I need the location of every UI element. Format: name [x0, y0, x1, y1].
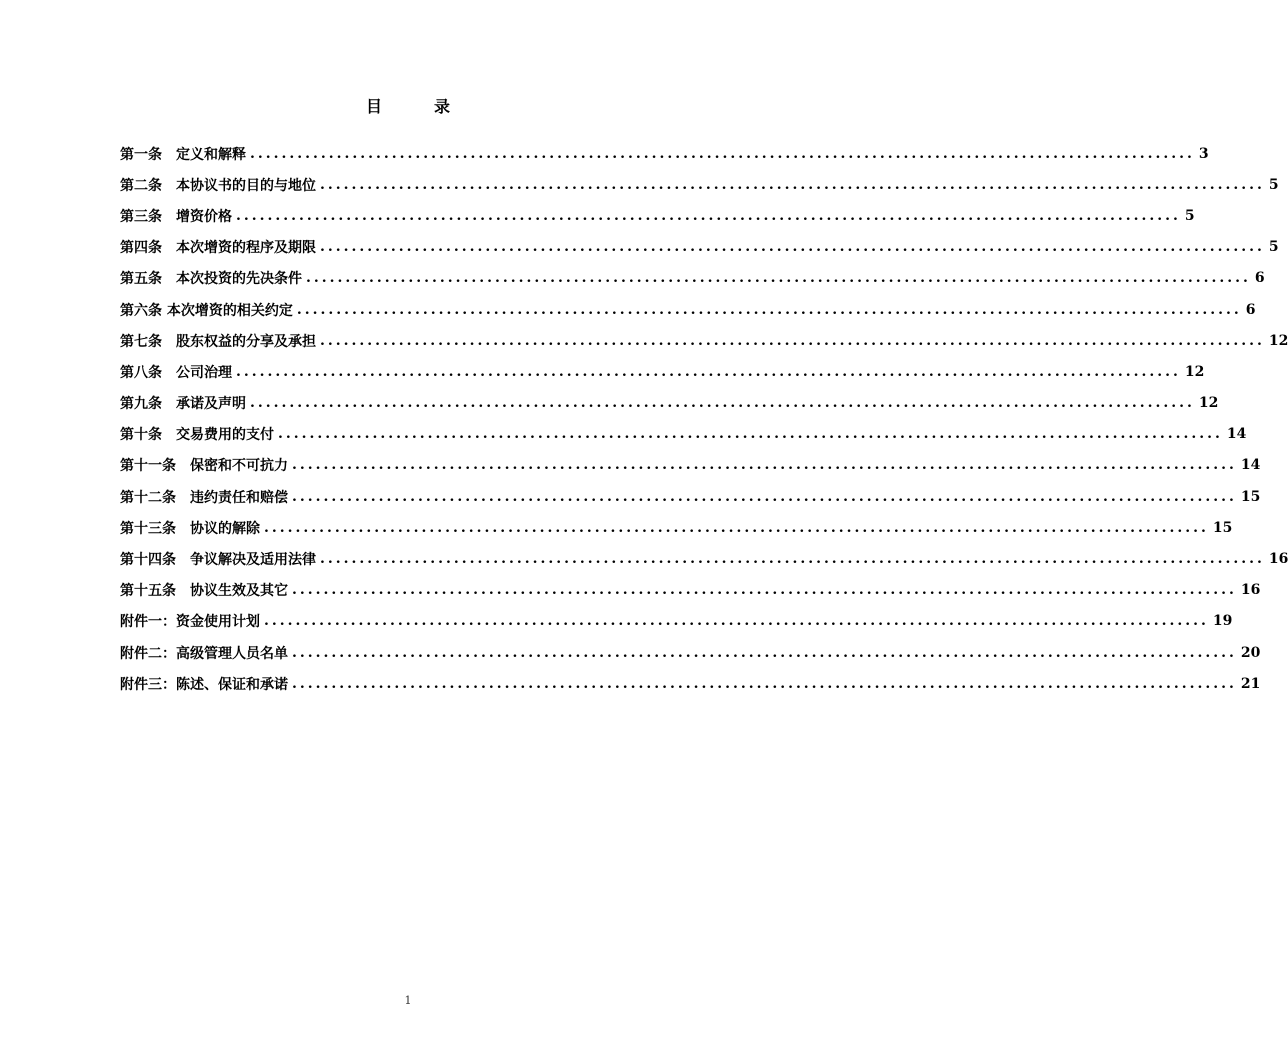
toc-entry[interactable] [120, 200, 1195, 231]
toc-entry-page: 20 [1240, 644, 1261, 661]
toc-leader-dots: ........................................................................................................................ [278, 426, 1223, 443]
toc-leader-dots: ........................................................................................................................ [306, 270, 1251, 287]
toc-entry[interactable] [120, 356, 1205, 387]
toc-entry-page: 15 [1240, 488, 1261, 505]
toc-entry[interactable] [120, 450, 1261, 481]
toc-leader-dots: ........................................................................................................................ [236, 363, 1181, 380]
table-of-contents [120, 138, 1288, 699]
toc-entry-label: 第四条 本次增资的程序及期限 [120, 240, 316, 257]
toc-leader-dots: ........................................................................................................................ [320, 551, 1265, 568]
toc-entry-label: 附件二：高级管理人员名单 [120, 645, 288, 662]
toc-entry-label: 第三条 增资价格 [120, 208, 232, 225]
toc-leader-dots: ........................................................................................................................ [292, 582, 1237, 599]
toc-entry-label: 第十一条 保密和不可抗力 [120, 458, 288, 475]
toc-leader-dots: ........................................................................................................................ [292, 457, 1237, 474]
toc-entry-page: 6 [1245, 301, 1256, 318]
toc-entry[interactable] [120, 668, 1261, 699]
toc-entry-label: 第七条 股东权益的分享及承担 [120, 333, 316, 350]
toc-entry-label: 附件一：资金使用计划 [120, 614, 260, 631]
toc-entry-label: 第八条 公司治理 [120, 364, 232, 381]
toc-entry-label: 第十五条 协议生效及其它 [120, 583, 288, 600]
toc-leader-dots: ........................................................................................................................ [292, 644, 1237, 661]
toc-leader-dots: ........................................................................................................................ [250, 395, 1195, 412]
toc-leader-dots: ........................................................................................................................ [320, 176, 1265, 193]
toc-entry-label: 第五条 本次投资的先决条件 [120, 271, 302, 288]
toc-entry[interactable] [120, 294, 1256, 325]
toc-entry-label: 第二条 本协议书的目的与地位 [120, 177, 316, 194]
toc-entry[interactable] [120, 637, 1261, 668]
toc-leader-dots: ........................................................................................................................ [264, 613, 1209, 630]
toc-entry-page: 21 [1240, 675, 1261, 692]
toc-entry[interactable] [120, 169, 1279, 200]
toc-leader-dots: ........................................................................................................................ [296, 301, 1242, 318]
toc-entry-page: 16 [1240, 582, 1261, 599]
toc-entry-page: 14 [1226, 426, 1247, 443]
toc-entry[interactable] [120, 606, 1233, 637]
toc-entry-page: 19 [1212, 613, 1233, 630]
toc-entry[interactable] [120, 481, 1261, 512]
toc-entry-page: 5 [1184, 207, 1195, 224]
toc-leader-dots: ........................................................................................................................ [264, 519, 1209, 536]
toc-entry-label: 第十条 交易费用的支付 [120, 427, 274, 444]
toc-entry[interactable] [120, 388, 1219, 419]
toc-leader-dots: ........................................................................................................................ [236, 207, 1181, 224]
toc-leader-dots: ........................................................................................................................ [292, 488, 1237, 505]
toc-entry-page: 3 [1198, 145, 1209, 162]
toc-entry[interactable] [120, 138, 1209, 169]
toc-leader-dots: ........................................................................................................................ [320, 332, 1265, 349]
page-number: 1 [404, 994, 412, 1007]
toc-entry[interactable] [120, 263, 1265, 294]
toc-entry-label: 附件三：陈述、保证和承诺 [120, 676, 288, 693]
toc-entry[interactable] [120, 232, 1279, 263]
toc-entry-label: 第九条 承诺及声明 [120, 396, 246, 413]
toc-entry-label: 第六条 本次增资的相关约定 [120, 302, 293, 319]
toc-leader-dots: ........................................................................................................................ [320, 239, 1265, 256]
toc-leader-dots: ........................................................................................................................ [292, 675, 1237, 692]
toc-entry-label: 第一条 定义和解释 [120, 146, 246, 163]
toc-entry[interactable] [120, 575, 1261, 606]
toc-entry-page: 6 [1254, 270, 1265, 287]
toc-entry[interactable] [120, 419, 1247, 450]
toc-entry-label: 第十四条 争议解决及适用法律 [120, 552, 316, 569]
toc-entry-page: 14 [1240, 457, 1261, 474]
toc-entry[interactable] [120, 512, 1233, 543]
toc-entry-label: 第十二条 违约责任和赔偿 [120, 489, 288, 506]
toc-leader-dots: ........................................................................................................................ [250, 145, 1195, 162]
toc-entry[interactable] [120, 543, 1288, 574]
toc-entry[interactable] [120, 325, 1288, 356]
toc-entry-label: 第十三条 协议的解除 [120, 520, 260, 537]
page-title: 目 录 [365, 97, 468, 116]
toc-entry-page: 5 [1268, 176, 1279, 193]
toc-entry-page: 15 [1212, 519, 1233, 536]
toc-entry-page: 12 [1198, 395, 1219, 412]
toc-entry-page: 12 [1184, 363, 1205, 380]
toc-entry-page: 16 [1268, 551, 1288, 568]
toc-entry-page: 5 [1268, 239, 1279, 256]
toc-entry-page: 12 [1268, 332, 1288, 349]
